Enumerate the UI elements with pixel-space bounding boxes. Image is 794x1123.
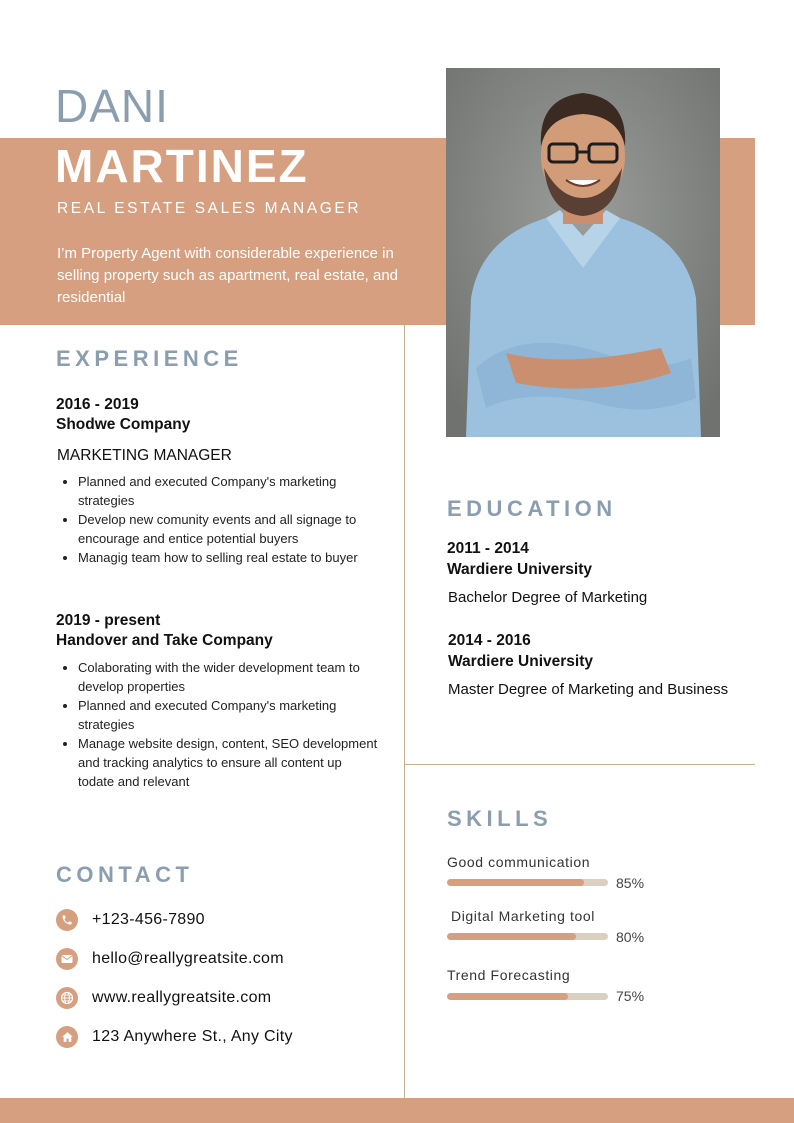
education-period: 2011 - 2014 <box>447 540 529 557</box>
experience-bullet: • Colaborating with the wider development team to develop properties <box>78 658 378 696</box>
skill-name: Good communication <box>447 854 591 870</box>
profile-photo <box>446 68 720 437</box>
section-divider <box>404 764 755 765</box>
address-text: 123 Anywhere St., Any City <box>92 1028 293 1045</box>
experience-company: Shodwe Company <box>56 416 191 433</box>
contact-email <box>56 948 284 970</box>
column-divider-lower <box>404 764 405 1098</box>
footer-band <box>0 1098 794 1123</box>
education-item-1 <box>447 540 647 606</box>
education-degree: Bachelor Degree of Marketing <box>448 589 648 606</box>
experience-bullet: • Manage website design, content, SEO development and tracking analytics to ensure all content up todate and relevant <box>78 734 378 791</box>
skill-bar-fill <box>447 993 568 1000</box>
skill-percent: 75% <box>616 988 645 1004</box>
experience-period: 2016 - 2019 <box>56 396 139 413</box>
skill-bar <box>447 933 608 940</box>
experience-role: MARKETING MANAGER <box>57 447 232 464</box>
phone-icon <box>56 909 78 931</box>
contact-heading: CONTACT <box>56 862 194 887</box>
mail-icon <box>56 948 78 970</box>
education-school: Wardiere University <box>447 561 593 578</box>
experience-bullet: • Planned and executed Company's marketing strategies <box>78 472 378 510</box>
education-heading: EDUCATION <box>447 496 617 521</box>
experience-item-1 <box>56 396 378 567</box>
header-band-right <box>720 138 755 325</box>
experience-bullet: • Managig team how to selling real estate to buyer <box>78 548 378 567</box>
experience-item-2 <box>56 612 378 791</box>
skill-bar <box>447 993 608 1000</box>
job-title: REAL ESTATE SALES MANAGER <box>57 200 362 217</box>
globe-icon <box>56 987 78 1009</box>
experience-period: 2019 - present <box>56 612 161 629</box>
experience-bullets <box>56 658 378 791</box>
contact-address <box>56 1026 293 1048</box>
skill-bar <box>447 879 608 886</box>
education-item-2 <box>448 632 728 698</box>
last-name: MARTINEZ <box>55 140 309 192</box>
education-school: Wardiere University <box>448 653 594 670</box>
education-period: 2014 - 2016 <box>448 632 531 649</box>
experience-bullet: • Develop new comunity events and all signage to encourage and entice potential buyers <box>78 510 378 548</box>
skill-bar-fill <box>447 879 584 886</box>
skill-name: Trend Forecasting <box>447 967 571 983</box>
phone-text[interactable]: +123-456-7890 <box>92 911 205 928</box>
column-divider-upper <box>404 325 405 764</box>
skill-percent: 85% <box>616 875 645 891</box>
skills-heading: SKILLS <box>447 806 553 831</box>
email-text[interactable]: hello@reallygreatsite.com <box>92 950 284 967</box>
experience-bullet: • Planned and executed Company's marketing strategies <box>78 696 378 734</box>
contact-website <box>56 987 271 1009</box>
experience-company: Handover and Take Company <box>56 632 273 649</box>
website-text[interactable]: www.reallygreatsite.com <box>92 989 272 1006</box>
home-icon <box>56 1026 78 1048</box>
first-name: DANI <box>55 80 169 132</box>
skill-bar-fill <box>447 933 576 940</box>
skill-percent: 80% <box>616 929 645 945</box>
education-degree: Master Degree of Marketing and Business <box>448 681 729 698</box>
contact-phone <box>56 909 205 931</box>
experience-bullets <box>56 472 378 567</box>
profile-summary: I’m Property Agent with considerable experience in selling property such as apartment, real estate, and residential <box>57 245 399 306</box>
experience-heading: EXPERIENCE <box>56 346 243 371</box>
skill-name: Digital Marketing tool <box>451 908 595 924</box>
